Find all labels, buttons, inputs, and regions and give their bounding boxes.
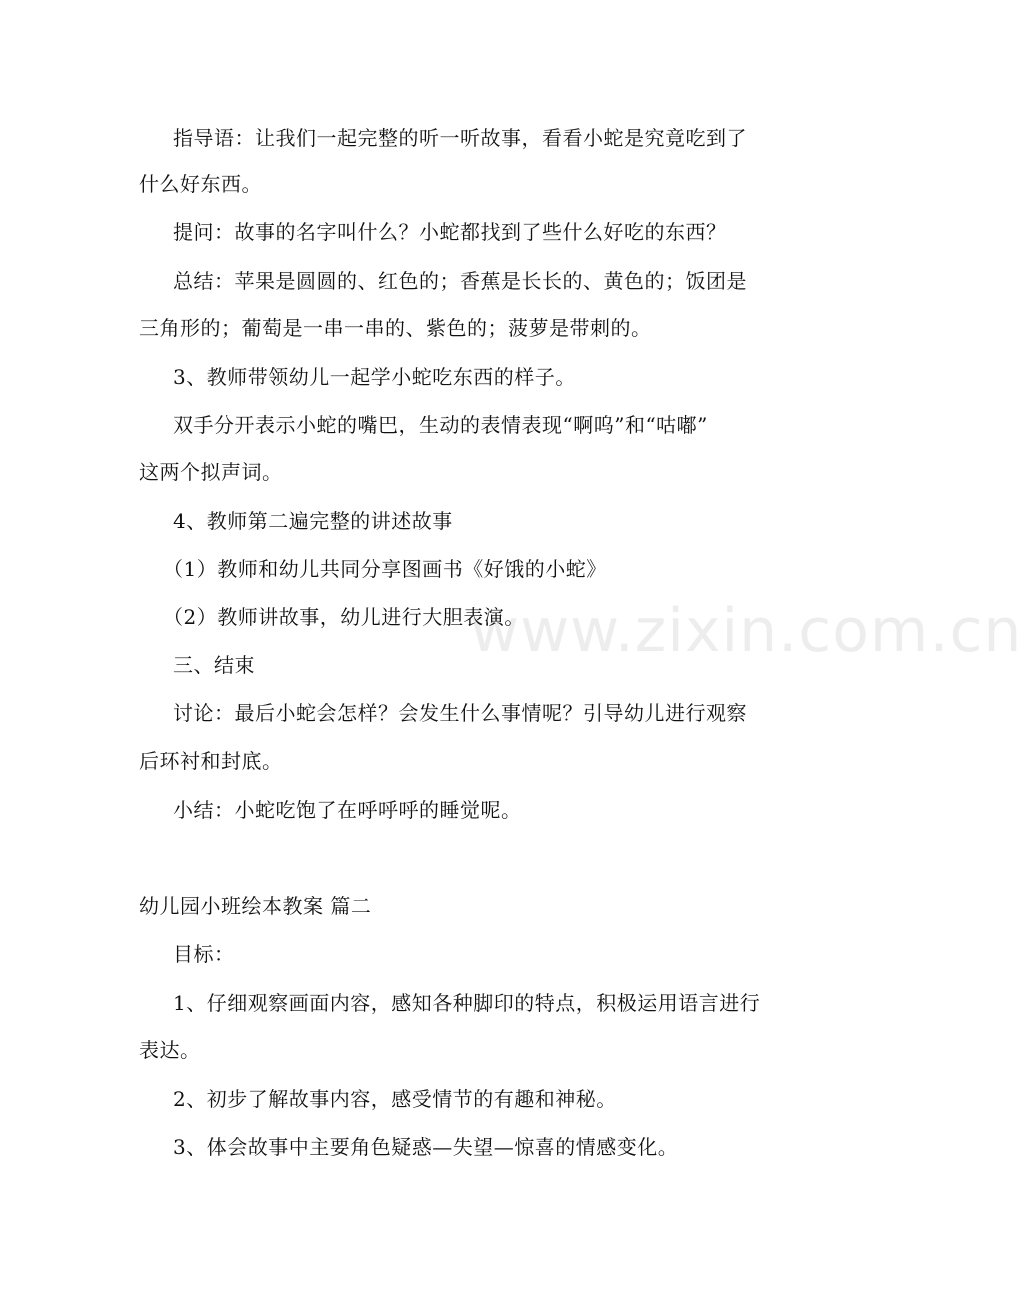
paragraph-line: 三角形的；葡萄是一串一串的、紫色的；菠萝是带刺的。 — [139, 316, 652, 340]
paragraph-line: 2、初步了解故事内容，感受情节的有趣和神秘。 — [173, 1087, 617, 1111]
paragraph-line: 表达。 — [139, 1038, 201, 1062]
paragraph-line: 3、教师带领幼儿一起学小蛇吃东西的样子。 — [173, 365, 576, 389]
paragraph-line: 1、仔细观察画面内容，感知各种脚印的特点，积极运用语言进行 — [173, 991, 761, 1015]
paragraph-line: 双手分开表示小蛇的嘴巴，生动的表情表现“啊呜”和“咕嘟” — [173, 413, 708, 437]
paragraph-line: 这两个拟声词。 — [139, 460, 283, 484]
paragraph-line: 3、体会故事中主要角色疑惑—失望—惊喜的情感变化。 — [173, 1135, 679, 1159]
paragraph-line: （2）教师讲故事，幼儿进行大胆表演。 — [163, 605, 525, 629]
paragraph-line: 什么好东西。 — [139, 172, 262, 196]
paragraph-line: 后环衬和封底。 — [139, 749, 283, 773]
paragraph-line: 小结：小蛇吃饱了在呼呼呼的睡觉呢。 — [173, 798, 522, 822]
paragraph-line: 提问：故事的名字叫什么？小蛇都找到了些什么好吃的东西？ — [173, 220, 727, 244]
section-heading: 目标： — [173, 942, 235, 966]
section-heading: 三、结束 — [173, 653, 255, 677]
document-title: 幼儿园小班绘本教案 篇二 — [139, 894, 372, 918]
section-heading: 4、教师第二遍完整的讲述故事 — [173, 509, 453, 533]
paragraph-line: （1）教师和幼儿共同分享图画书《好饿的小蛇》 — [163, 557, 607, 581]
paragraph-line: 指导语：让我们一起完整的听一听故事，看看小蛇是究竟吃到了 — [173, 126, 747, 150]
watermark: www.zixin.com.cn — [470, 596, 1022, 666]
paragraph-line: 总结：苹果是圆圆的、红色的；香蕉是长长的、黄色的；饭团是 — [173, 269, 747, 293]
paragraph-line: 讨论：最后小蛇会怎样？会发生什么事情呢？引导幼儿进行观察 — [173, 701, 747, 725]
